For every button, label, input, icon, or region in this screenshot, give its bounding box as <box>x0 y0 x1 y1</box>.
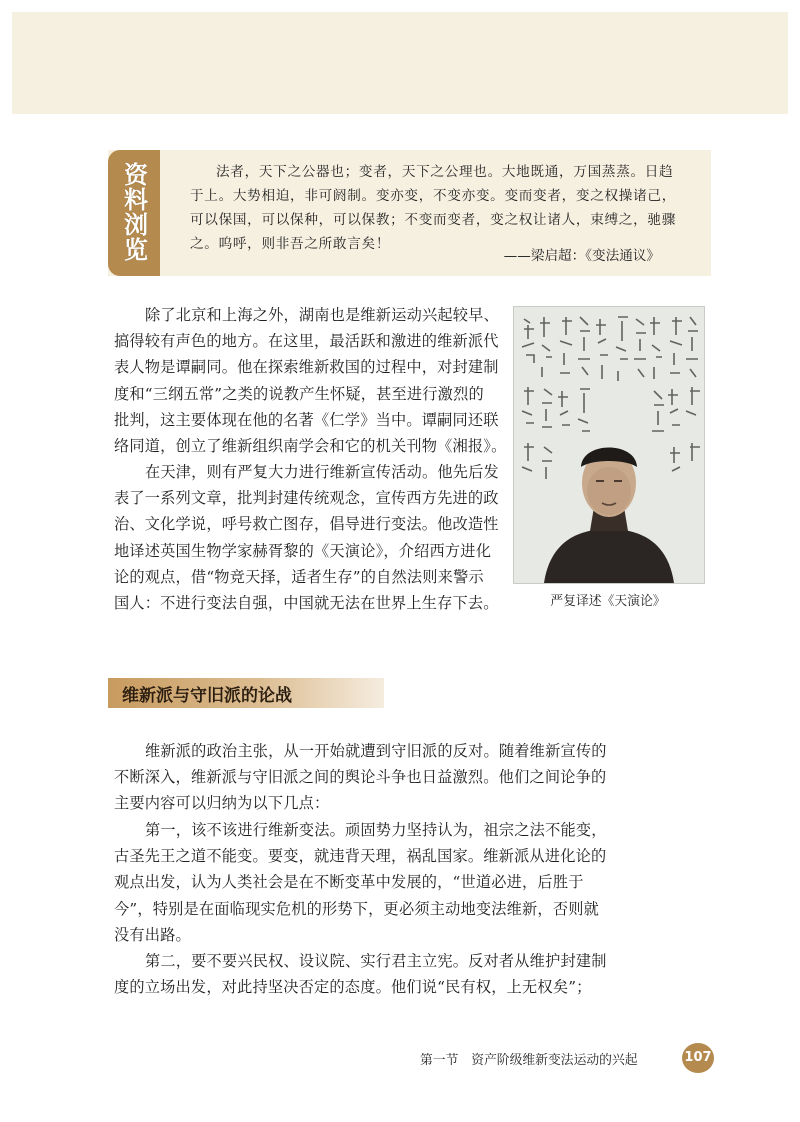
text-line: 批判，这主要体现在他的名著《仁学》当中。谭嗣同还联 <box>114 410 499 429</box>
text-line: 表人物是谭嗣同。他在探索维新救国的过程中，对封建制 <box>114 358 499 377</box>
text-line: 搞得较有声色的地方。在这里，最活跃和激进的维新派代 <box>114 332 499 351</box>
running-footer-title: 第一节 资产阶级维新变法运动的兴起 <box>420 1053 638 1068</box>
paragraph-point-two <box>114 948 714 1000</box>
text-line: 观点出发，认为人类社会是在不断变革中发展的，“世道必进，后胜于 <box>114 873 584 892</box>
text-line: 今”，特别是在面临现实危机的形势下，更必须主动地变法维新，否则就 <box>114 899 599 918</box>
text-line: 不断深入，维新派与守旧派之间的舆论斗争也日益激烈。他们之间论争的 <box>114 768 607 787</box>
yanfu-portrait-image <box>513 306 705 584</box>
text-line: 维新派的政治主张，从一开始就遭到守旧派的反对。随着维新宣传的 <box>145 742 607 760</box>
paragraph-debate-intro <box>114 738 714 817</box>
text-line: 主要内容可以归纳为以下几点： <box>114 794 330 813</box>
paragraph-point-one <box>114 817 714 948</box>
excerpt-tab-label: 资料浏览 <box>119 162 148 262</box>
text-line: 在天津，则有严复大力进行维新宣传活动。他先后发 <box>145 463 499 481</box>
section-heading-text: 维新派与守旧派的论战 <box>122 686 292 706</box>
excerpt-text <box>190 160 695 256</box>
text-line: 除了北京和上海之外，湖南也是维新运动兴起较早、 <box>145 306 499 324</box>
excerpt-line: 法者，天下之公器也；变者，天下之公理也。大地既通，万国蒸蒸。日趋 <box>216 164 674 180</box>
section-heading <box>108 678 384 708</box>
text-line: 第一，该不该进行维新变法。顽固势力坚持认为，祖宗之法不能变， <box>145 821 607 839</box>
text-line: 论的观点，借“物竞天择，适者生存”的自然法则来警示 <box>114 567 484 586</box>
text-line: 治、文化学说，呼号救亡图存，倡导进行变法。他改造性 <box>114 515 499 534</box>
header-band <box>12 12 788 114</box>
paragraph-tianjin <box>114 459 506 616</box>
page-number: 107 <box>682 1043 714 1073</box>
paragraph-hunan <box>114 302 506 459</box>
text-line: 地译述英国生物学家赫胥黎的《天演论》，介绍西方进化 <box>114 541 492 560</box>
excerpt-line: 可以保国，可以保种，可以保教；不变而变者，变之权让诸人，束缚之，驰骤 <box>190 212 676 228</box>
figure-caption: 严复译述《天演论》 <box>550 594 666 609</box>
excerpt-line: 之。呜呼，则非吾之所敢言矣！ <box>190 236 391 252</box>
excerpt-line: 于上。大势相迫，非可阏制。变亦变，不变亦变。变而变者，变之权操诸己， <box>190 188 676 204</box>
text-line: 国人：不进行变法自强，中国就无法在世界上生存下去。 <box>114 594 499 613</box>
text-line: 络同道，创立了维新组织南学会和它的机关刊物《湘报》。 <box>114 437 507 456</box>
excerpt-source: ——梁启超：《变法通议》 <box>503 248 660 264</box>
text-line: 度的立场出发，对此持坚决否定的态度。他们说“民有权，上无权矣”； <box>114 978 592 997</box>
text-line: 没有出路。 <box>114 925 191 944</box>
text-line: 表了一系列文章，批判封建传统观念，宣传西方先进的政 <box>114 489 499 508</box>
excerpt-tab <box>108 150 160 276</box>
text-line: 古圣先王之道不能变。要变，就违背天理，祸乱国家。维新派从进化论的 <box>114 847 607 866</box>
text-line: 第二，要不要兴民权、设议院、实行君主立宪。反对者从维护封建制 <box>145 952 607 970</box>
text-line: 度和“三纲五常”之类的说教产生怀疑，甚至进行激烈的 <box>114 384 484 403</box>
